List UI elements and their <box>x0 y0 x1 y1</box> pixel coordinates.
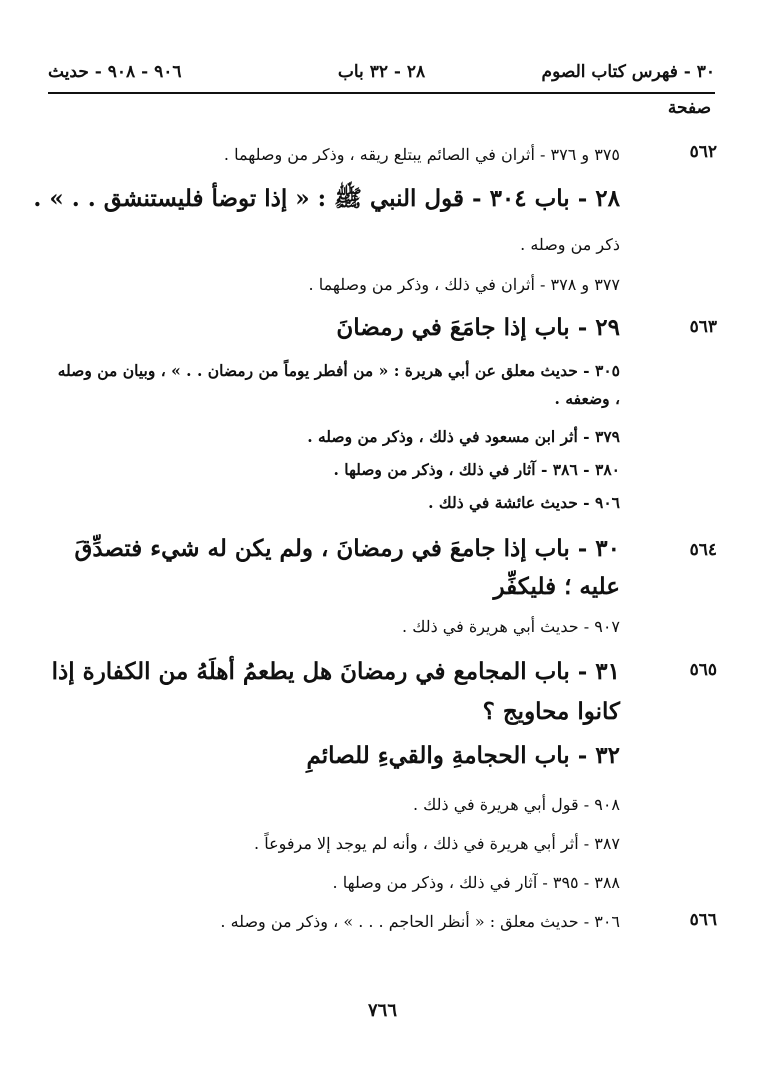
folio-number: ٧٦٦ <box>367 1000 397 1021</box>
header-chapter-range: ٢٨ - ٣٢ باب <box>337 62 426 82</box>
index-entry: ٣٧٥ و ٣٧٦ - أثران في الصائم يبتلع ريقه ، وذكر من وصلهما . <box>223 145 620 164</box>
page-number: ٥٦٤ <box>689 540 717 560</box>
chapter-heading: ٣١ - باب المجامع في رمضانَ هل يطعمُ أهلَهُ من الكفارة إذا كانوا محاويج ؟ <box>51 658 620 725</box>
page-number: ٥٦٦ <box>689 910 717 930</box>
chapter-heading: ٢٨ - باب ٣٠٤ - قول النبي ﷺ : « إذا توضأ فليستنشق . . » . <box>33 185 620 212</box>
index-entry: ٣٠٥ - حديث معلق عن أبي هريرة : « من أفطر يوماً من رمضان . . » ، وبيان من وصله ، وضعفه . <box>57 361 620 408</box>
page-number: ٥٦٢ <box>689 142 717 162</box>
header-rule <box>48 92 715 94</box>
index-entry: ٣٨٠ - ٣٨٦ - آثار في ذلك ، وذكر من وصلها . <box>333 460 620 479</box>
index-entry: ٣٠٦ - حديث معلق : « أنظر الحاجم . . . » ، وذكر من وصله . <box>220 912 620 931</box>
index-entry: ذكر من وصله . <box>520 235 620 254</box>
index-entry: ٩٠٨ - قول أبي هريرة في ذلك . <box>412 795 620 814</box>
header-section-title: ٣٠ - فهرس كتاب الصوم <box>541 62 715 82</box>
page-number: ٥٦٥ <box>689 660 717 680</box>
index-entry: ٩٠٦ - حديث عائشة في ذلك . <box>428 493 620 512</box>
index-entry: ٣٨٨ - ٣٩٥ - آثار في ذلك ، وذكر من وصلها . <box>332 873 620 892</box>
chapter-heading: ٣٢ - باب الحجامةِ والقيءِ للصائمِ <box>306 742 620 769</box>
running-header <box>48 62 715 92</box>
page-number: ٥٦٣ <box>689 317 717 337</box>
chapter-heading: ٣٠ - باب إذا جامعَ في رمضانَ ، ولم يكن له شيء فتصدِّقَ عليه ؛ فليكفِّر <box>74 535 620 600</box>
index-entry: ٣٨٧ - أثر أبي هريرة في ذلك ، وأنه لم يوجد إلا مرفوعاً . <box>254 834 620 853</box>
index-entry: ٣٧٧ و ٣٧٨ - أثران في ذلك ، وذكر من وصلهما . <box>308 275 620 294</box>
chapter-heading: ٢٩ - باب إذا جامَعَ في رمضانَ <box>336 314 620 341</box>
index-entry: ٩٠٧ - حديث أبي هريرة في ذلك . <box>402 617 620 636</box>
header-hadith-range: ٩٠٦ - ٩٠٨ - حديث <box>48 62 182 82</box>
index-entry: ٣٧٩ - أثر ابن مسعود في ذلك ، وذكر من وصله . <box>307 427 620 446</box>
page-column-label: صفحة <box>667 98 711 118</box>
